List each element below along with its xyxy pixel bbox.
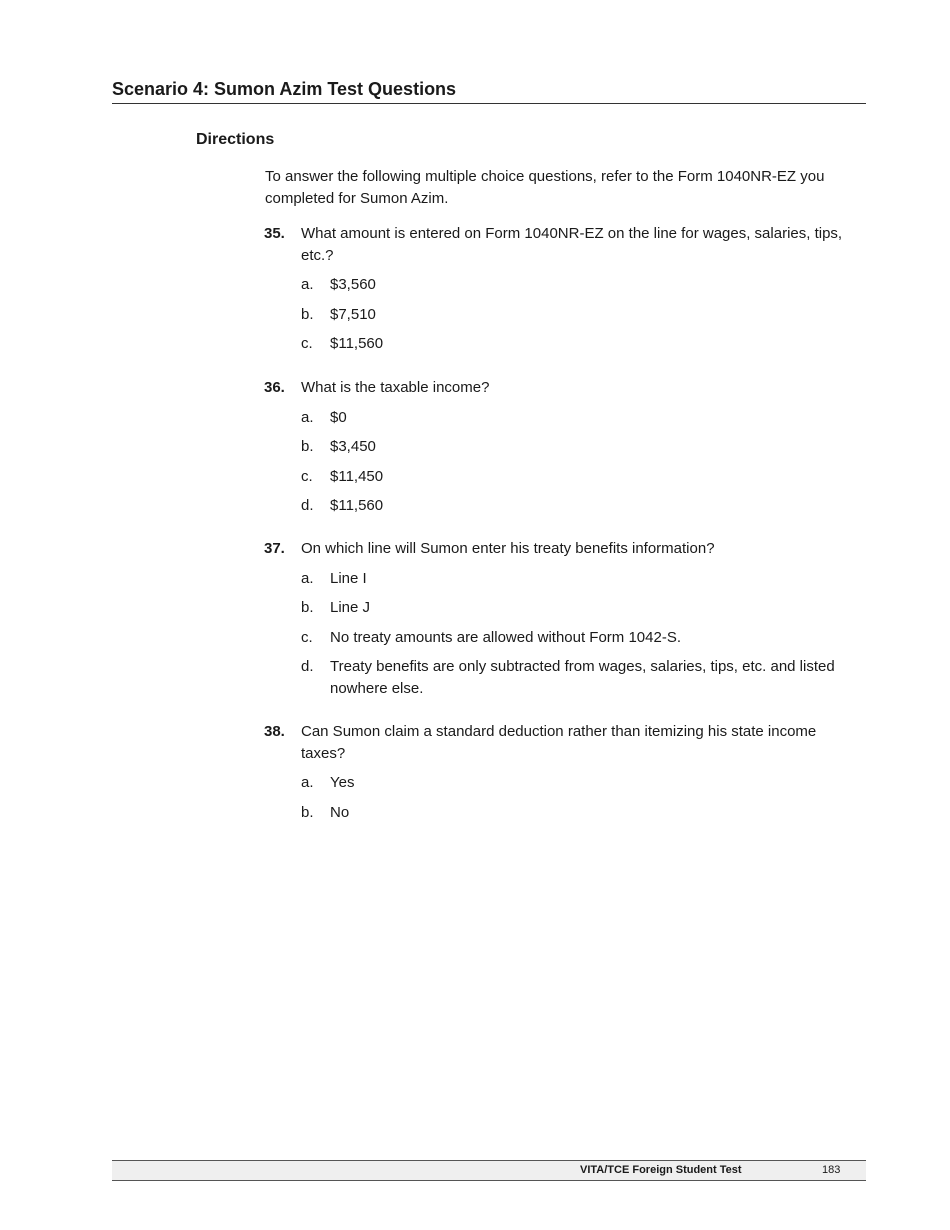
option-letter: c. bbox=[301, 628, 313, 646]
option-text: $3,560 bbox=[330, 276, 376, 293]
answer-option bbox=[301, 568, 864, 590]
page-footer bbox=[112, 1160, 866, 1181]
option-text: $3,450 bbox=[330, 438, 376, 455]
page-number: 183 bbox=[822, 1164, 841, 1176]
option-text: Line I bbox=[330, 569, 367, 587]
question-37 bbox=[264, 538, 864, 699]
directions-heading: Directions bbox=[196, 131, 275, 148]
option-letter: d. bbox=[301, 658, 314, 675]
answer-option bbox=[301, 407, 864, 429]
option-letter: b. bbox=[301, 438, 314, 455]
answer-option bbox=[301, 304, 864, 326]
option-letter: a. bbox=[301, 569, 314, 587]
option-letter: a. bbox=[301, 408, 314, 426]
option-letter: c. bbox=[301, 467, 313, 485]
question-number: 36. bbox=[264, 379, 285, 396]
option-letter: c. bbox=[301, 335, 313, 352]
option-text: $0 bbox=[330, 408, 347, 426]
answer-option bbox=[301, 333, 864, 355]
footer-title: VITA/TCE Foreign Student Test bbox=[580, 1164, 742, 1176]
option-letter: d. bbox=[301, 497, 314, 514]
option-text: No bbox=[330, 803, 350, 821]
option-text: $11,560 bbox=[330, 335, 384, 352]
answer-option bbox=[301, 495, 864, 517]
answer-option bbox=[301, 802, 864, 824]
answer-option bbox=[301, 656, 864, 699]
question-number: 35. bbox=[264, 225, 285, 242]
option-text: $11,450 bbox=[330, 467, 384, 485]
option-text: Line J bbox=[330, 599, 371, 616]
directions-text: To answer the following multiple choice questions, refer to the Form 1040NR-EZ you completed for Sumon Azim. bbox=[265, 168, 825, 207]
question-text: What is the taxable income? bbox=[301, 379, 490, 396]
option-letter: b. bbox=[301, 803, 314, 821]
question-number: 37. bbox=[264, 540, 285, 557]
answer-option bbox=[301, 274, 864, 296]
option-text: No treaty amounts are allowed without Form 1042-S. bbox=[330, 628, 681, 646]
page-title: Scenario 4: Sumon Azim Test Questions bbox=[112, 79, 866, 104]
answer-option bbox=[301, 466, 864, 488]
question-text: Can Sumon claim a standard deduction rather than itemizing his state income taxes? bbox=[301, 723, 817, 762]
option-text: $7,510 bbox=[330, 305, 376, 323]
option-text: Treaty benefits are only subtracted from wages, salaries, tips, etc. and listed nowhere else. bbox=[330, 658, 835, 697]
answer-option bbox=[301, 772, 864, 794]
option-text: $11,560 bbox=[330, 497, 384, 514]
option-text: Yes bbox=[330, 774, 355, 791]
question-38 bbox=[264, 721, 864, 823]
option-letter: b. bbox=[301, 305, 314, 323]
question-text: On which line will Sumon enter his treaty benefits information? bbox=[301, 540, 715, 557]
answer-option bbox=[301, 597, 864, 619]
answer-option bbox=[301, 627, 864, 649]
answer-option bbox=[301, 436, 864, 458]
question-text: What amount is entered on Form 1040NR-EZ on the line for wages, salaries, tips, etc.? bbox=[301, 225, 843, 264]
question-36 bbox=[264, 377, 864, 517]
question-35 bbox=[264, 223, 864, 355]
option-letter: a. bbox=[301, 774, 314, 791]
question-number: 38. bbox=[264, 723, 285, 740]
option-letter: b. bbox=[301, 599, 314, 616]
option-letter: a. bbox=[301, 276, 314, 293]
